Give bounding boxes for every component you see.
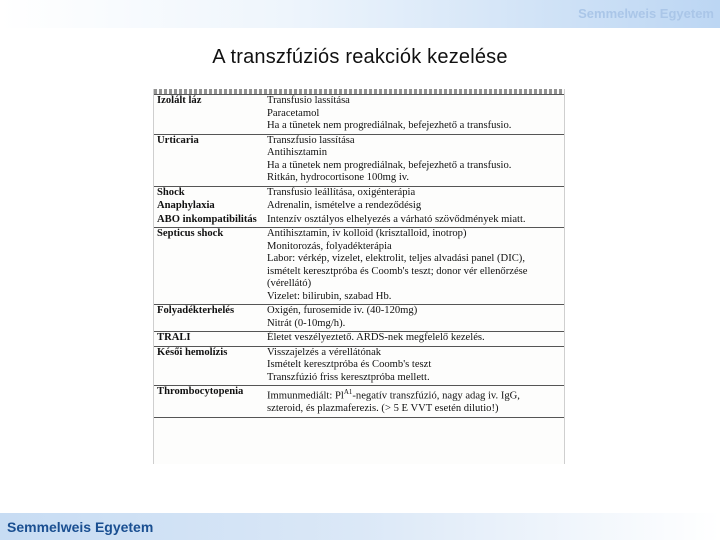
treatment-cell <box>264 386 564 418</box>
treatment-cell <box>264 200 564 214</box>
table-row <box>154 228 564 305</box>
treatment-table-image <box>153 89 565 464</box>
treatment-cell <box>264 95 564 135</box>
condition-cell: Urticaria <box>154 134 264 186</box>
treatment-line: Ritkán, hydrocortisone 100mg iv. <box>267 172 410 183</box>
treatment-table <box>154 94 564 418</box>
condition-cell: Folyadékterhelés <box>154 305 264 332</box>
treatment-line: Visszajelzés a vérellátónak <box>267 346 382 358</box>
bottom-banner <box>0 513 720 540</box>
treatment-cell <box>264 186 564 200</box>
condition-cell: Septicus shock <box>154 228 264 305</box>
treatment-cell <box>264 305 564 332</box>
treatment-line: Labor: vérkép, vizelet, elektrolit, teljes alvadási panel (DIC), <box>267 253 525 264</box>
treatment-line: Vizelet: bilirubin, szabad Hb. <box>267 290 392 302</box>
treatment-line: Antihisztamin <box>267 147 328 158</box>
treatment-line: szteroid, és plazmaferezis. (> 5 E VVT esetén dilutio!) <box>267 403 499 415</box>
treatment-cell <box>264 214 564 228</box>
condition-cell: Késői hemolízis <box>154 346 264 386</box>
treatment-line: Ha a tünetek nem progrediálnak, befejezhető a transfusio. <box>267 159 512 171</box>
footer-brand: Semmelweis Egyetem <box>7 519 154 535</box>
treatment-line: Transzfusio lassítása <box>267 134 355 146</box>
treatment-line: Transfusio leállítása, oxigénterápia <box>267 186 416 198</box>
table-row <box>154 95 564 135</box>
treatment-line: Oxigén, furosemide iv. (40-120mg) <box>267 305 418 316</box>
treatment-line: Adrenalin, ismételve a rendeződésig <box>267 200 422 211</box>
treatment-cell <box>264 346 564 386</box>
treatment-line: ismételt keresztpróba és Coomb's teszt; donor vér ellenőrzése <box>267 265 528 277</box>
slide-title: A transzfúziós reakciók kezelése <box>212 46 508 68</box>
treatment-line: Immunmediált: $Pl^{A1}$-negatív transzfúzió, nagy adag iv. IgG, <box>267 388 520 402</box>
treatment-line: Életet veszélyeztető. ARDS-nek megfelelő kezelés. <box>267 332 485 343</box>
treatment-line: Paracetamol <box>267 107 320 119</box>
treatment-line: Ha a tünetek nem progrediálnak, befejezhető a transfusio. <box>267 120 512 131</box>
table-row <box>154 214 564 228</box>
table-row <box>154 134 564 186</box>
condition-cell: Izolált láz <box>154 95 264 135</box>
treatment-line: Transfusio lassítása <box>267 95 350 106</box>
table-row <box>154 305 564 332</box>
table-row <box>154 386 564 418</box>
condition-cell: ABO inkompatibilitás <box>157 213 257 225</box>
top-banner <box>0 0 720 28</box>
treatment-line: Nitrát (0-10mg/h). <box>267 317 346 329</box>
treatment-cell <box>264 228 564 305</box>
treatment-cell <box>264 332 564 347</box>
table-row <box>154 186 564 200</box>
condition-cell: Shock <box>154 186 264 200</box>
condition-cell: TRALI <box>154 332 264 347</box>
header-brand: Semmelweis Egyetem <box>578 6 714 21</box>
table-row <box>154 200 564 214</box>
treatment-line: Ismételt keresztpróba és Coomb's teszt <box>267 359 432 370</box>
treatment-line: Monitorozás, folyadékterápia <box>267 240 392 252</box>
condition-cell: Thrombocytopenia <box>154 386 264 418</box>
table-row <box>154 346 564 386</box>
treatment-line: Transzfúzió friss keresztpróba mellett. <box>267 371 430 383</box>
treatment-line: (vérellátó) <box>267 278 312 289</box>
treatment-cell <box>264 134 564 186</box>
condition-cell: Anaphylaxia <box>157 200 215 211</box>
treatment-line: Intenzív osztályos elhelyezés a várható szövődmények miatt. <box>267 213 526 225</box>
table-row <box>154 332 564 347</box>
treatment-line: Antihisztamin, iv kolloid (krisztalloid, inotrop) <box>267 228 467 239</box>
